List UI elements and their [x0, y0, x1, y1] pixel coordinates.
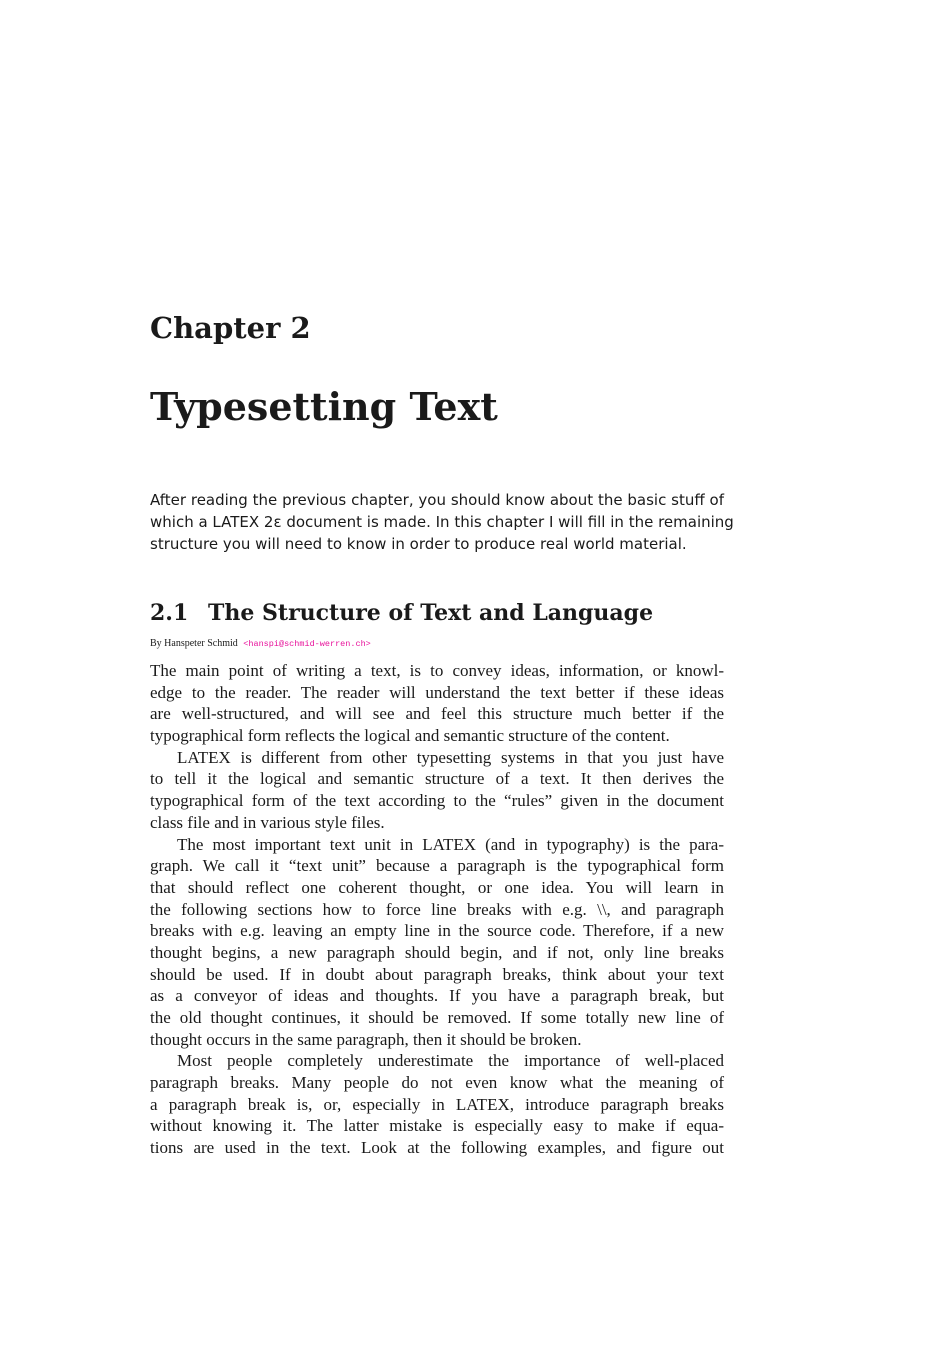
chapter-title: Typesetting Text [150, 384, 498, 429]
body-text [150, 660, 724, 1159]
author-email-link[interactable]: <hanspi@schmid-werren.ch> [243, 639, 371, 649]
section-title: The Structure of Text and Language [208, 600, 654, 626]
chapter-abstract [150, 489, 734, 555]
body-line: without knowing it. The latter mistake is especially easy to make if equa- [150, 1116, 724, 1136]
body-line: class file and in various style files. [150, 812, 385, 832]
chapter-label: Chapter 2 [150, 311, 311, 345]
body-line: the following sections how to force line breaks with e.g. \\, and paragraph [150, 899, 724, 919]
author-name: By Hanspeter Schmid [150, 638, 238, 649]
body-line: paragraph breaks. Many people do not even know what the meaning of [150, 1073, 724, 1093]
abstract-line: After reading the previous chapter, you should know about the basic stuff of [150, 491, 724, 509]
body-line: are well-structured, and will see and feel this structure much better if the [150, 704, 724, 724]
section-heading [150, 596, 653, 630]
body-line: LATEX is different from other typesetting systems in that you just have [177, 747, 724, 767]
abstract-line: which a LATEX 2ε document is made. In this chapter I will fill in the remaining [150, 513, 734, 531]
section-byline [150, 637, 371, 651]
body-line: thought begins, a new paragraph should begin, and if not, only line breaks [150, 942, 724, 962]
body-line: a paragraph break is, or, especially in LATEX, introduce paragraph breaks [150, 1094, 724, 1114]
body-line: that should reflect one coherent thought, or one idea. You will learn in [150, 877, 724, 897]
body-line: The most important text unit in LATEX (and in typography) is the para- [177, 834, 724, 854]
body-line: Most people completely underestimate the importance of well-placed [177, 1051, 724, 1071]
body-line: as a conveyor of ideas and thoughts. If you have a paragraph break, but [150, 986, 724, 1006]
body-line: The main point of writing a text, is to convey ideas, information, or knowl- [150, 661, 724, 680]
body-line: graph. We call it “text unit” because a paragraph is the typographical form [150, 856, 724, 876]
body-line: tions are used in the text. Look at the following examples, and figure out [150, 1138, 724, 1158]
body-line: breaks with e.g. leaving an empty line in the source code. Therefore, if a new [150, 921, 724, 941]
body-line: typographical form of the text according to the “rules” given in the document [150, 791, 724, 811]
section-number: 2.1 [150, 600, 189, 626]
body-line: typographical form reflects the logical and semantic structure of the content. [150, 726, 670, 746]
body-line: to tell it the logical and semantic structure of a text. It then derives the [150, 769, 724, 789]
body-line: the old thought continues, it should be removed. If some totally new line of [150, 1008, 724, 1027]
body-line: should be used. If in doubt about paragraph breaks, think about your text [150, 964, 724, 984]
body-line: edge to the reader. The reader will understand the text better if these ideas [150, 682, 724, 702]
body-line: thought occurs in the same paragraph, then it should be broken. [150, 1029, 582, 1049]
abstract-line: structure you will need to know in order to produce real world material. [150, 535, 687, 553]
